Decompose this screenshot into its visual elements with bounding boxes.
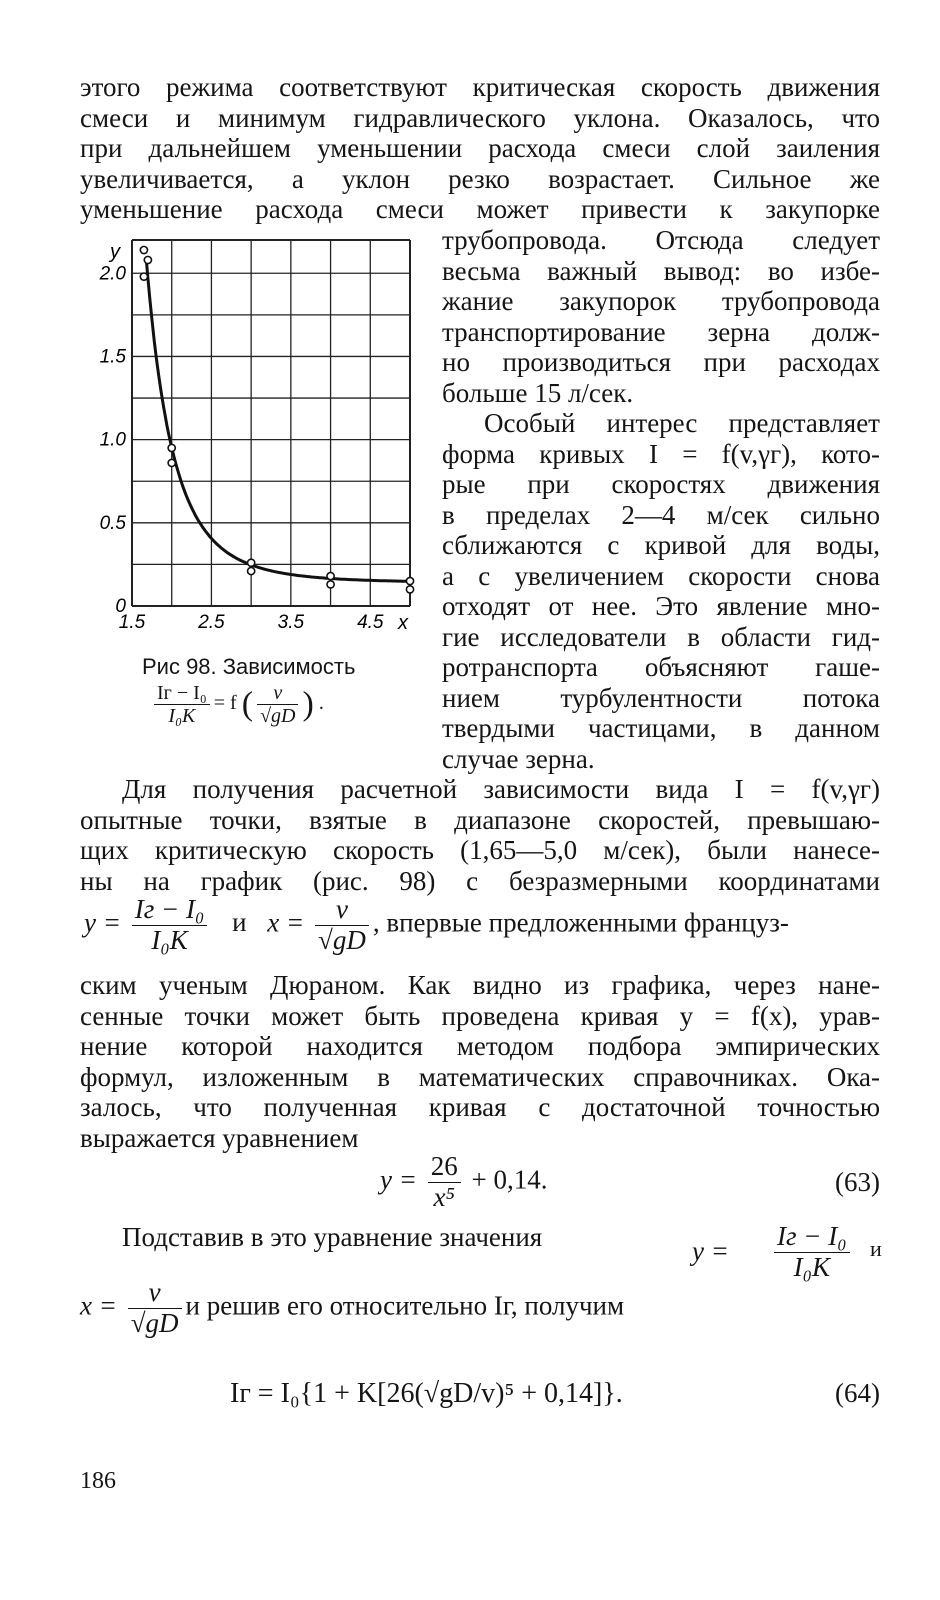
text-line: залось, что полученная кривая с достаточной точностью — [80, 1092, 880, 1122]
text-line: жание закупорок трубопровода — [442, 286, 880, 316]
paragraph-4 — [80, 774, 880, 896]
text-line: этого режима соответствуют критическая скорость движения — [80, 72, 880, 102]
equation-63 — [380, 1152, 547, 1212]
text-line: формул, изложенным в математических справочниках. Ока- — [80, 1061, 880, 1092]
text-line: нение которой находится методом подбора эмпирических — [80, 1031, 880, 1061]
p5-x-den: √gD — [130, 1307, 179, 1338]
x-tick-label: 3.5 — [277, 612, 305, 633]
text-line: твердыми частицами, в данном — [442, 713, 880, 743]
text-line: весьма важный вывод: во избе- — [442, 255, 880, 286]
text-line: гие исследователи в области гид- — [442, 621, 880, 652]
formula-tail: , впервые предложенными француз- — [372, 907, 789, 938]
formula-and: и — [232, 907, 247, 938]
y-axis-label: y — [110, 241, 120, 263]
x-tick-label: 2.5 — [198, 612, 225, 633]
formula-y-num: Iг − I₀ — [132, 895, 208, 926]
formula-x-num: v — [315, 895, 369, 926]
caption-den: I₀K — [168, 705, 196, 727]
text-line: больше 15 л/сек. — [442, 377, 634, 408]
formula-y-den: I₀K — [151, 924, 188, 955]
formula-coordinates — [84, 895, 884, 955]
text-line: трубопровода. Отсюда следует — [442, 225, 880, 255]
paragraph-3 — [442, 408, 880, 774]
eq63-lhs: y = — [380, 1164, 417, 1195]
formula-x-den: √gD — [318, 924, 366, 955]
y-tick-label: 2.0 — [99, 263, 126, 285]
text-line: щих критическую скорость (1,65—5,0 м/сек), были нанесе- — [80, 835, 880, 865]
text-line: ны на график (рис. 98) с безразмерными координатами — [80, 865, 880, 896]
text-line: а с увеличением скорости снова — [442, 560, 880, 591]
data-point — [140, 273, 147, 280]
p5-x-num: v — [128, 1278, 182, 1309]
text-line: при дальнейшем уменьшении расхода смеси слой заиления — [80, 133, 880, 163]
text-line: увеличивается, а уклон резко возрастает. Сильное же — [80, 163, 880, 194]
chart-points — [140, 246, 413, 593]
text-line: транспортирование зерна долж- — [442, 316, 880, 347]
text-line: случае зерна. — [442, 743, 595, 774]
text-line: Особый интерес представляет — [484, 408, 880, 438]
x-tick-label: 4.5 — [357, 612, 384, 633]
text-line: но производиться при расходах — [442, 347, 880, 377]
eq63-num: 26 — [428, 1152, 461, 1183]
p5-x-lhs: x = — [80, 1290, 117, 1321]
data-point — [168, 459, 175, 466]
figure-98-chart — [80, 228, 425, 638]
caption-title: Рис 98. Зависимость — [142, 654, 356, 679]
y-tick-label: 1.0 — [99, 429, 126, 451]
text-line: уменьшение расхода смеси может привести к закупорке — [80, 194, 880, 224]
p5-y-lhs: y = — [692, 1236, 729, 1266]
text-line: выражается уравнением — [80, 1122, 359, 1153]
equation-64-number: (64) — [835, 1378, 880, 1408]
p5-text: Подставив в это уравнение значения — [122, 1222, 543, 1252]
formula-y-lhs: y = — [84, 907, 121, 938]
equation-64 — [230, 1378, 623, 1410]
p5-y-num: Iг − I₀ — [774, 1222, 850, 1253]
text-line: Для получения расчетной зависимости вида I = f(v,γг) — [122, 774, 880, 804]
caption-num: Iг − I₀ — [154, 682, 210, 705]
data-point — [406, 586, 413, 593]
formula-x-lhs: x = — [267, 907, 305, 938]
data-point — [144, 256, 151, 263]
data-point — [327, 581, 334, 588]
text-line: ским ученым Дюраном. Как видно из графика, через нане- — [80, 970, 880, 1000]
y-tick-label: 0 — [115, 596, 126, 617]
eq63-den: x⁵ — [433, 1181, 455, 1212]
text-line: сближаются с кривой для воды, — [442, 530, 880, 560]
data-point — [327, 572, 334, 579]
data-point — [248, 567, 255, 574]
chart-grid — [132, 240, 410, 606]
text-line: опытные точки, взятые в диапазоне скоростей, превышаю- — [80, 804, 880, 835]
y-tick-label: 1.5 — [99, 346, 126, 368]
p5-tail: и решив его относительно Iг, получим — [185, 1290, 625, 1321]
data-point — [168, 444, 175, 451]
data-point — [406, 577, 413, 584]
chart-ticks — [99, 263, 384, 633]
text-line: смеси и минимум гидравлического уклона. Оказалось, что — [80, 102, 880, 133]
equation-63-number: (63) — [835, 1167, 880, 1197]
text-line: форма кривых I = f(v,γг), кото- — [442, 438, 880, 469]
p5-y-den: I₀K — [793, 1251, 830, 1282]
text-line: рые при скоростях движения — [442, 469, 880, 499]
text-line: ротранспорта объясняют гаше- — [442, 652, 880, 682]
page-number: 186 — [80, 1468, 116, 1494]
caption-v: v — [257, 682, 298, 705]
paragraph-2 — [442, 225, 880, 408]
text-line: нием турбулентности потока — [442, 682, 880, 713]
x-axis-label: x — [398, 612, 408, 634]
y-tick-label: 0.5 — [99, 512, 126, 534]
p5-and: и — [870, 1236, 882, 1261]
paragraph-5-line1 — [80, 1221, 882, 1282]
eq64-text: Iг = I₀{1 + K[26(√gD/v)⁵ + 0,14]}. — [230, 1378, 623, 1409]
caption-eq: = f — [213, 692, 237, 715]
figure-caption — [142, 654, 412, 727]
text-line: отходят от нее. Это явление мно- — [442, 591, 880, 621]
paragraph-4-cont — [80, 970, 880, 1153]
x-tick-label: 1.5 — [118, 612, 146, 633]
caption-sqrt: √gD — [260, 705, 296, 727]
text-line: в пределах 2—4 м/сек сильно — [442, 499, 880, 530]
paragraph-5-line2 — [80, 1278, 880, 1338]
text-line: сенные точки может быть проведена кривая y = f(x), урав- — [80, 1000, 880, 1031]
data-point — [248, 559, 255, 566]
caption-formula: $\frac{\text{Iг − I₀}}{\text{I₀K}}$ = f ( $\frac{v}{√gD}$ ) . — [150, 682, 412, 727]
paragraph-1 — [80, 72, 880, 225]
eq63-rhs: + 0,14. — [471, 1164, 548, 1195]
data-point — [140, 246, 147, 253]
